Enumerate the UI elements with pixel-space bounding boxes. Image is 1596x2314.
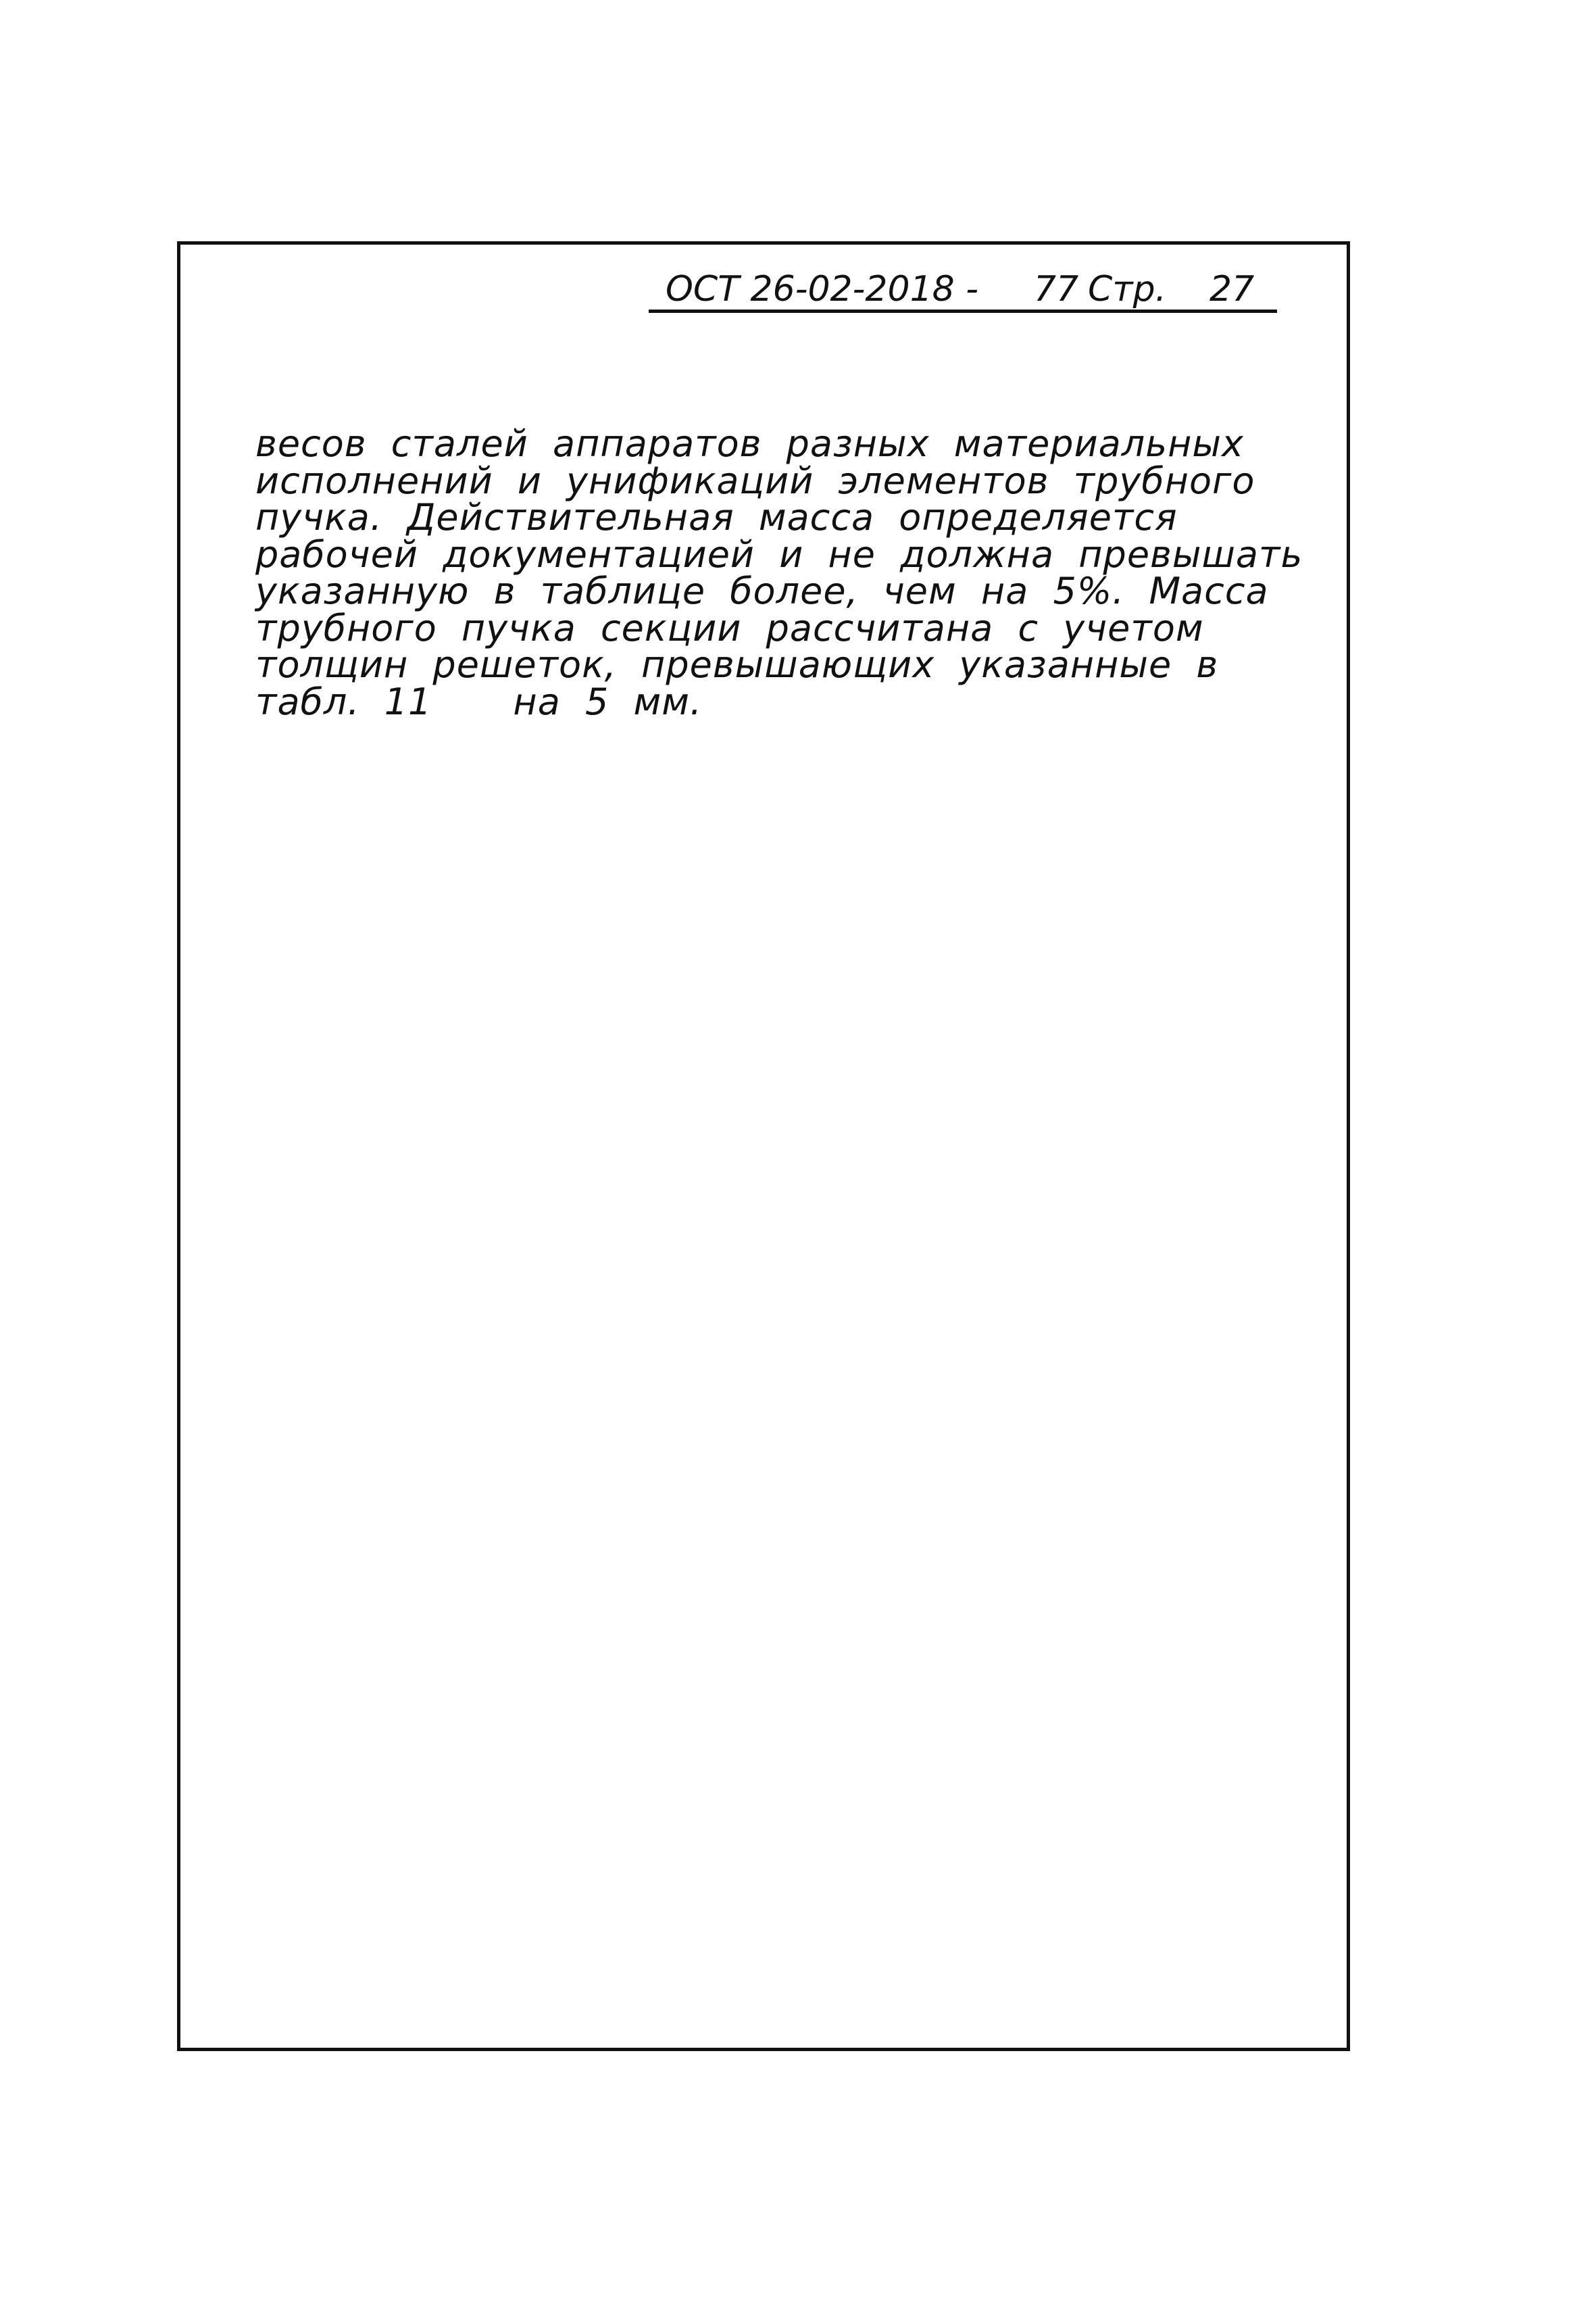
document-code: ОСТ 26-02-2018 - <box>666 269 979 310</box>
text-line: указанную в таблице более, чем на 5%. Масса <box>255 570 1269 612</box>
page-label: Стр. <box>1088 269 1167 310</box>
text-line: весов сталей аппаратов разных материальных <box>255 422 1244 465</box>
page-number: 27 <box>1210 269 1255 310</box>
text-line: исполнений и унификаций элементов трубного <box>255 459 1255 502</box>
page-header <box>649 266 1277 313</box>
text-line-last <box>255 680 1282 723</box>
thickness-value: на 5 мм. <box>513 680 703 723</box>
body-paragraph <box>255 422 1303 723</box>
text-line: трубного пучка секции рассчитана с учетом <box>255 606 1204 649</box>
text-line: пучка. Действительная масса определяется <box>255 496 1178 539</box>
table-reference: табл. 11 <box>255 680 432 723</box>
text-line: толщин решеток, превышающих указанные в <box>255 643 1219 686</box>
text-line: рабочей документацией и не должна превышать <box>255 533 1303 576</box>
sheet-number: 77 <box>1034 269 1079 310</box>
